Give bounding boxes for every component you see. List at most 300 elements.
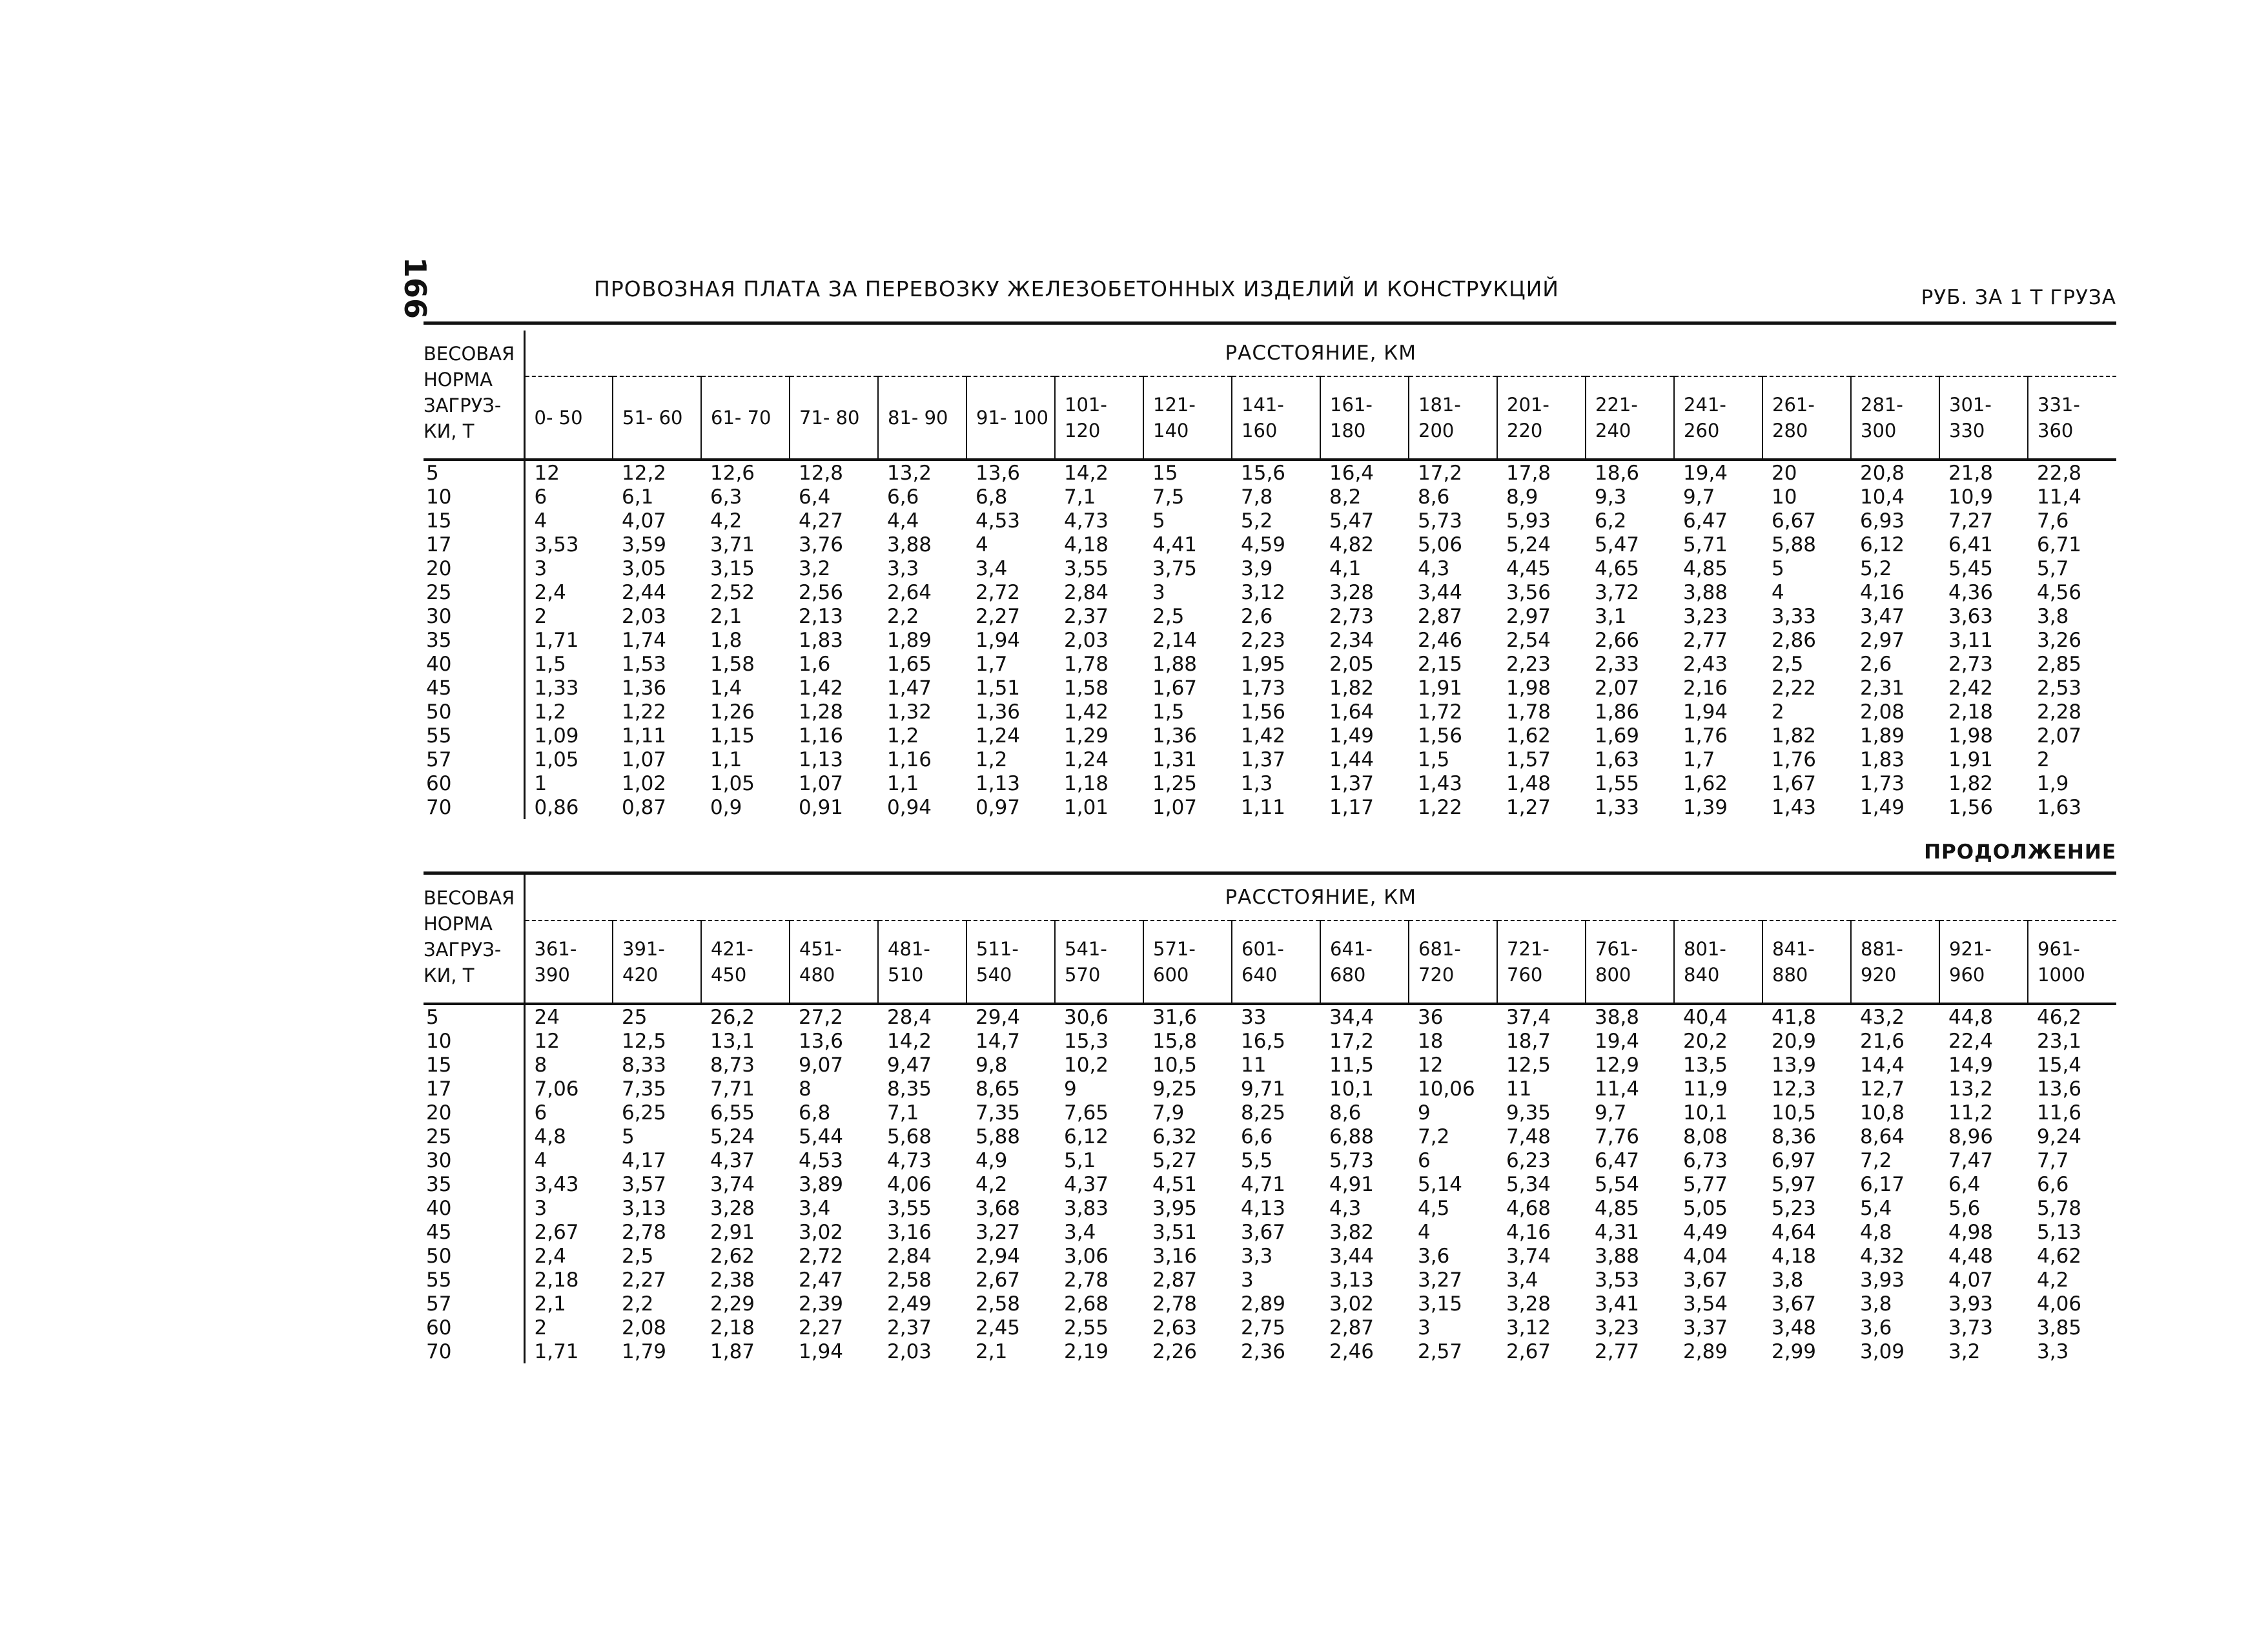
rate-cell: 3,48 xyxy=(1772,1316,1817,1339)
rate-cell: 1,16 xyxy=(887,748,932,771)
rate-cell: 11 xyxy=(1241,1053,1267,1077)
rate-cell: 2,18 xyxy=(710,1316,755,1339)
rate-cell: 6,67 xyxy=(1772,509,1817,533)
rate-cell: 5,34 xyxy=(1506,1172,1551,1196)
rate-cell: 20,2 xyxy=(1683,1029,1728,1053)
rate-cell: 2,39 xyxy=(799,1292,844,1316)
rate-cell: 2,34 xyxy=(1329,628,1374,652)
rate-cell: 4 xyxy=(534,509,547,533)
rate-cell: 2,99 xyxy=(1772,1339,1817,1363)
rate-cell: 4,53 xyxy=(976,509,1021,533)
rate-cell: 8,73 xyxy=(710,1053,755,1077)
table-row xyxy=(424,1125,2116,1148)
rate-cell: 3,55 xyxy=(1064,556,1109,580)
column-header: 841- 880 xyxy=(1762,921,1851,1004)
range-header-row xyxy=(424,921,2116,1004)
rate-cell: 5 xyxy=(622,1125,635,1148)
rate-cell: 2,5 xyxy=(622,1244,654,1268)
rate-cell: 3,02 xyxy=(1329,1292,1374,1316)
column-header: 481- 510 xyxy=(878,921,966,1004)
rate-cell: 4,85 xyxy=(1595,1196,1640,1220)
rate-table-1 xyxy=(424,331,2116,819)
rate-cell: 2,16 xyxy=(1683,676,1728,700)
rate-cell: 2,67 xyxy=(976,1268,1021,1292)
rate-cell: 6,25 xyxy=(622,1101,667,1125)
rate-cell: 3 xyxy=(1418,1316,1431,1339)
rate-cell: 16,4 xyxy=(1329,461,1374,485)
rate-cell: 14,4 xyxy=(1860,1053,1905,1077)
rate-cell: 1,07 xyxy=(1152,795,1198,819)
rate-cell: 4,82 xyxy=(1329,533,1374,556)
rate-cell: 5,1 xyxy=(1064,1148,1096,1172)
rate-cell: 2,97 xyxy=(1860,628,1905,652)
rate-cell: 15,6 xyxy=(1241,461,1286,485)
rate-cell: 18,6 xyxy=(1595,461,1640,485)
rate-cell: 4,07 xyxy=(622,509,667,533)
rate-cell: 4,73 xyxy=(887,1148,932,1172)
rate-cell: 3,3 xyxy=(1241,1244,1273,1268)
table-row xyxy=(424,1053,2116,1077)
rate-cell: 3,68 xyxy=(976,1196,1021,1220)
rate-cell: 9,47 xyxy=(887,1053,932,1077)
rate-cell: 2,08 xyxy=(1860,700,1905,724)
rate-cell: 13,9 xyxy=(1772,1053,1817,1077)
rate-cell: 1,1 xyxy=(887,771,919,795)
rate-cell: 1,26 xyxy=(710,700,755,724)
rate-cell: 2,38 xyxy=(710,1268,755,1292)
rate-cell: 12,2 xyxy=(622,461,667,485)
rate-cell: 1,6 xyxy=(799,652,831,676)
rate-cell: 1,82 xyxy=(1329,676,1374,700)
rate-cell: 36 xyxy=(1418,1005,1444,1029)
column-header: 801- 840 xyxy=(1674,921,1762,1004)
rate-cell: 24 xyxy=(534,1005,560,1029)
column-header: 361- 390 xyxy=(524,921,613,1004)
rate-cell: 3,16 xyxy=(1152,1244,1198,1268)
top-rule xyxy=(424,321,2116,325)
rate-cell: 5,47 xyxy=(1329,509,1374,533)
rate-cell: 1,53 xyxy=(622,652,667,676)
rate-cell: 1,13 xyxy=(976,771,1021,795)
rate-cell: 2,89 xyxy=(1683,1339,1728,1363)
rate-cell: 6,93 xyxy=(1860,509,1905,533)
rate-cell: 3,37 xyxy=(1683,1316,1728,1339)
weight-norm-cell: 17 xyxy=(424,1077,524,1101)
rate-cell: 1,37 xyxy=(1241,748,1286,771)
rate-cell: 4,98 xyxy=(1948,1220,1994,1244)
rate-cell: 3,75 xyxy=(1152,556,1198,580)
rate-cell: 9,24 xyxy=(2037,1125,2082,1148)
rate-cell: 0,9 xyxy=(710,795,742,819)
rate-cell: 37,4 xyxy=(1506,1005,1551,1029)
rate-cell: 1,63 xyxy=(2037,795,2082,819)
rate-cell: 3,13 xyxy=(1329,1268,1374,1292)
rate-cell: 6,88 xyxy=(1329,1125,1374,1148)
rate-cell: 14,2 xyxy=(1064,461,1109,485)
rate-cell: 2,73 xyxy=(1948,652,1994,676)
rate-cell: 8,6 xyxy=(1418,485,1450,509)
rate-cell: 10,8 xyxy=(1860,1101,1905,1125)
rate-cell: 3,27 xyxy=(1418,1268,1463,1292)
column-header: 571- 600 xyxy=(1143,921,1232,1004)
rate-cell: 2,15 xyxy=(1418,652,1463,676)
rate-cell: 1,44 xyxy=(1329,748,1374,771)
rate-cell: 13,2 xyxy=(887,461,932,485)
rate-cell: 2,1 xyxy=(534,1292,566,1316)
column-header: 201- 220 xyxy=(1497,376,1586,460)
rate-cell: 6 xyxy=(1418,1148,1431,1172)
rate-cell: 1,73 xyxy=(1241,676,1286,700)
table-row xyxy=(424,1316,2116,1339)
column-header: 181- 200 xyxy=(1409,376,1497,460)
rate-cell: 1,47 xyxy=(887,676,932,700)
rate-cell: 4,1 xyxy=(1329,556,1362,580)
column-header: 261- 280 xyxy=(1762,376,1851,460)
rate-cell: 2,67 xyxy=(534,1220,579,1244)
rate-cell: 2,78 xyxy=(622,1220,667,1244)
rate-cell: 11,5 xyxy=(1329,1053,1374,1077)
rate-cell: 4,37 xyxy=(710,1148,755,1172)
rate-cell: 13,6 xyxy=(976,461,1021,485)
table-row xyxy=(424,1172,2116,1196)
table-body xyxy=(424,460,2116,819)
rate-cell: 2,6 xyxy=(1241,604,1273,628)
rate-cell: 12,7 xyxy=(1860,1077,1905,1101)
rate-cell: 13,5 xyxy=(1683,1053,1728,1077)
column-header: 101- 120 xyxy=(1055,376,1143,460)
rate-cell: 31,6 xyxy=(1152,1005,1198,1029)
rate-cell: 3,57 xyxy=(622,1172,667,1196)
rate-cell: 25 xyxy=(622,1005,648,1029)
rate-cell: 0,94 xyxy=(887,795,932,819)
rate-cell: 3,3 xyxy=(2037,1339,2069,1363)
rate-cell: 5,78 xyxy=(2037,1196,2082,1220)
rate-cell: 6,47 xyxy=(1683,509,1728,533)
weight-norm-cell: 57 xyxy=(424,748,524,771)
rate-cell: 8,35 xyxy=(887,1077,932,1101)
rate-cell: 1,82 xyxy=(1948,771,1994,795)
rate-cell: 1,57 xyxy=(1506,748,1551,771)
rate-cell: 10,1 xyxy=(1329,1077,1374,1101)
table-row xyxy=(424,1268,2116,1292)
rate-cell: 3,85 xyxy=(2037,1316,2082,1339)
table-row xyxy=(424,580,2116,604)
rate-cell: 2,78 xyxy=(1064,1268,1109,1292)
rate-cell: 5,4 xyxy=(1860,1196,1892,1220)
rate-cell: 6,4 xyxy=(1948,1172,1981,1196)
rate-cell: 1,05 xyxy=(534,748,579,771)
weight-norm-cell: 30 xyxy=(424,604,524,628)
rate-cell: 14,7 xyxy=(976,1029,1021,1053)
rate-cell: 1,22 xyxy=(1418,795,1463,819)
rate-cell: 2,19 xyxy=(1064,1339,1109,1363)
rate-cell: 13,1 xyxy=(710,1029,755,1053)
rate-cell: 8,9 xyxy=(1506,485,1538,509)
rate-cell: 2,28 xyxy=(2037,700,2082,724)
rate-cell: 5,71 xyxy=(1683,533,1728,556)
rate-cell: 1,5 xyxy=(1152,700,1185,724)
rate-cell: 4 xyxy=(1772,580,1784,604)
rate-cell: 1,67 xyxy=(1772,771,1817,795)
table-row xyxy=(424,1029,2116,1053)
rate-cell: 1,78 xyxy=(1506,700,1551,724)
rate-cell: 2,37 xyxy=(1064,604,1109,628)
rate-cell: 34,4 xyxy=(1329,1005,1374,1029)
table-row xyxy=(424,1148,2116,1172)
rate-cell: 46,2 xyxy=(2037,1005,2082,1029)
rate-cell: 4,59 xyxy=(1241,533,1286,556)
rate-cell: 1,15 xyxy=(710,724,755,748)
rate-cell: 9,25 xyxy=(1152,1077,1198,1101)
rate-cell: 3,12 xyxy=(1506,1316,1551,1339)
column-header: 421- 450 xyxy=(701,921,790,1004)
rate-cell: 2,6 xyxy=(1860,652,1892,676)
rate-cell: 3,76 xyxy=(799,533,844,556)
rate-cell: 1,42 xyxy=(1241,724,1286,748)
rate-cell: 4,91 xyxy=(1329,1172,1374,1196)
rate-cell: 7,35 xyxy=(976,1101,1021,1125)
rate-cell: 21,8 xyxy=(1948,461,1994,485)
rate-cell: 1,76 xyxy=(1772,748,1817,771)
weight-norm-cell: 40 xyxy=(424,652,524,676)
rate-cell: 3,6 xyxy=(1418,1244,1450,1268)
rate-cell: 3,6 xyxy=(1860,1316,1892,1339)
rate-cell: 4,64 xyxy=(1772,1220,1817,1244)
rate-cell: 18,7 xyxy=(1506,1029,1551,1053)
rate-cell: 3,67 xyxy=(1772,1292,1817,1316)
rate-cell: 8,6 xyxy=(1329,1101,1362,1125)
rate-cell: 1,98 xyxy=(1506,676,1551,700)
weight-norm-cell: 10 xyxy=(424,1029,524,1053)
rate-cell: 4,3 xyxy=(1418,556,1450,580)
rate-cell: 0,86 xyxy=(534,795,579,819)
units-label: РУБ. ЗА 1 Т ГРУЗА xyxy=(1921,286,2116,309)
rate-cell: 1,24 xyxy=(976,724,1021,748)
table-row xyxy=(424,533,2116,556)
rate-cell: 4,4 xyxy=(887,509,919,533)
rate-cell: 12,9 xyxy=(1595,1053,1640,1077)
weight-norm-cell: 20 xyxy=(424,556,524,580)
rate-cell: 8,25 xyxy=(1241,1101,1286,1125)
rate-cell: 0,97 xyxy=(976,795,1021,819)
rate-cell: 1,91 xyxy=(1418,676,1463,700)
rate-cell: 3,51 xyxy=(1152,1220,1198,1244)
rate-cell: 2,84 xyxy=(887,1244,932,1268)
rate-cell: 3,8 xyxy=(1772,1268,1804,1292)
table-row xyxy=(424,795,2116,819)
rate-cell: 4,51 xyxy=(1152,1172,1198,1196)
rate-cell: 2,87 xyxy=(1418,604,1463,628)
rate-cell: 3,16 xyxy=(887,1220,932,1244)
rate-cell: 4,18 xyxy=(1772,1244,1817,1268)
weight-norm-cell: 45 xyxy=(424,1220,524,1244)
rate-cell: 23,1 xyxy=(2037,1029,2082,1053)
rate-cell: 1,09 xyxy=(534,724,579,748)
rate-cell: 12,5 xyxy=(622,1029,667,1053)
rate-cell: 12,3 xyxy=(1772,1077,1817,1101)
table-row xyxy=(424,460,2116,485)
rate-cell: 1,43 xyxy=(1772,795,1817,819)
rate-cell: 6,8 xyxy=(976,485,1008,509)
rate-cell: 3 xyxy=(534,556,547,580)
weight-norm-cell: 45 xyxy=(424,676,524,700)
rate-cell: 3,95 xyxy=(1152,1196,1198,1220)
rate-cell: 2,18 xyxy=(1948,700,1994,724)
rate-cell: 1,94 xyxy=(976,628,1021,652)
rate-cell: 3,15 xyxy=(710,556,755,580)
rate-cell: 4,49 xyxy=(1683,1220,1728,1244)
rate-cell: 3,09 xyxy=(1860,1339,1905,1363)
rate-cell: 3,67 xyxy=(1683,1268,1728,1292)
rate-cell: 5,88 xyxy=(976,1125,1021,1148)
rate-cell: 2,67 xyxy=(1506,1339,1551,1363)
rate-cell: 3,41 xyxy=(1595,1292,1640,1316)
rate-cell: 4,31 xyxy=(1595,1220,1640,1244)
rate-cell: 4,07 xyxy=(1948,1268,1994,1292)
rate-cell: 2 xyxy=(534,1316,547,1339)
rate-cell: 1,78 xyxy=(1064,652,1109,676)
rate-cell: 15,3 xyxy=(1064,1029,1109,1053)
rate-cell: 7,76 xyxy=(1595,1125,1640,1148)
rate-cell: 2,4 xyxy=(534,580,566,604)
rate-cell: 2 xyxy=(534,604,547,628)
column-header: 921- 960 xyxy=(1939,921,2028,1004)
rate-cell: 1,49 xyxy=(1329,724,1374,748)
rate-cell: 1,02 xyxy=(622,771,667,795)
rate-cell: 2,77 xyxy=(1683,628,1728,652)
rate-cell: 4,48 xyxy=(1948,1244,1994,1268)
column-header: 511- 540 xyxy=(966,921,1055,1004)
rate-cell: 16,5 xyxy=(1241,1029,1286,1053)
rate-cell: 13,2 xyxy=(1948,1077,1994,1101)
rate-cell: 3,1 xyxy=(1595,604,1627,628)
column-header: 881- 920 xyxy=(1851,921,1939,1004)
rate-cell: 6,73 xyxy=(1683,1148,1728,1172)
rate-cell: 2,94 xyxy=(976,1244,1021,1268)
rate-cell: 27,2 xyxy=(799,1005,844,1029)
rate-cell: 5,23 xyxy=(1772,1196,1817,1220)
weight-norm-cell: 60 xyxy=(424,771,524,795)
rate-cell: 1,07 xyxy=(799,771,844,795)
rate-cell: 9,7 xyxy=(1595,1101,1627,1125)
rate-cell: 2,45 xyxy=(976,1316,1021,1339)
rate-cell: 3,59 xyxy=(622,533,667,556)
rate-cell: 1,56 xyxy=(1948,795,1994,819)
rate-cell: 5,73 xyxy=(1418,509,1463,533)
rate-cell: 1,83 xyxy=(799,628,844,652)
rate-cell: 1,07 xyxy=(622,748,667,771)
rate-cell: 29,4 xyxy=(976,1005,1021,1029)
rate-cell: 6,17 xyxy=(1860,1172,1905,1196)
rate-cell: 2,23 xyxy=(1506,652,1551,676)
rate-cell: 1,86 xyxy=(1595,700,1640,724)
rate-cell: 26,2 xyxy=(710,1005,755,1029)
rate-cell: 21,6 xyxy=(1860,1029,1905,1053)
column-header: 81- 90 xyxy=(878,376,966,460)
rate-cell: 7,2 xyxy=(1418,1125,1450,1148)
rate-cell: 2,78 xyxy=(1152,1292,1198,1316)
rate-cell: 1,18 xyxy=(1064,771,1109,795)
table-row xyxy=(424,1292,2116,1316)
column-header: 141- 160 xyxy=(1232,376,1320,460)
rate-cell: 1,69 xyxy=(1595,724,1640,748)
rate-cell: 6,97 xyxy=(1772,1148,1817,1172)
rate-cell: 1,8 xyxy=(710,628,742,652)
rate-cell: 4,36 xyxy=(1948,580,1994,604)
rate-cell: 2,18 xyxy=(534,1268,579,1292)
rate-cell: 3,55 xyxy=(887,1196,932,1220)
rate-cell: 43,2 xyxy=(1860,1005,1905,1029)
rate-cell: 1,5 xyxy=(534,652,566,676)
rate-cell: 4,04 xyxy=(1683,1244,1728,1268)
rate-cell: 1,2 xyxy=(887,724,919,748)
rate-cell: 9,8 xyxy=(976,1053,1008,1077)
rate-cell: 3,54 xyxy=(1683,1292,1728,1316)
rate-cell: 2,03 xyxy=(622,604,667,628)
column-header: 241- 260 xyxy=(1674,376,1762,460)
weight-norm-cell: 10 xyxy=(424,485,524,509)
rate-cell: 5,6 xyxy=(1948,1196,1981,1220)
rate-cell: 2,66 xyxy=(1595,628,1640,652)
rate-cell: 2,72 xyxy=(799,1244,844,1268)
rate-cell: 2 xyxy=(2037,748,2050,771)
table-row xyxy=(424,771,2116,795)
rate-cell: 4,37 xyxy=(1064,1172,1109,1196)
rate-cell: 6,12 xyxy=(1064,1125,1109,1148)
rate-cell: 3,9 xyxy=(1241,556,1273,580)
rate-cell: 2,58 xyxy=(887,1268,932,1292)
rate-cell: 2,42 xyxy=(1948,676,1994,700)
column-header: 161- 180 xyxy=(1320,376,1409,460)
rate-cell: 11,4 xyxy=(2037,485,2082,509)
rate-cell: 1,43 xyxy=(1418,771,1463,795)
rate-cell: 3 xyxy=(1241,1268,1254,1292)
rate-cell: 6,6 xyxy=(887,485,919,509)
rate-cell: 1,36 xyxy=(1152,724,1198,748)
rate-cell: 10,5 xyxy=(1772,1101,1817,1125)
rate-cell: 3,26 xyxy=(2037,628,2082,652)
rate-cell: 8,96 xyxy=(1948,1125,1994,1148)
rate-cell: 11,9 xyxy=(1683,1077,1728,1101)
rate-cell: 4,85 xyxy=(1683,556,1728,580)
rate-cell: 6,3 xyxy=(710,485,742,509)
rate-cell: 3,93 xyxy=(1860,1268,1905,1292)
weight-norm-cell: 25 xyxy=(424,1125,524,1148)
rate-cell: 2,55 xyxy=(1064,1316,1109,1339)
column-header: 601- 640 xyxy=(1232,921,1320,1004)
rate-cell: 2,08 xyxy=(622,1316,667,1339)
rate-cell: 11 xyxy=(1506,1077,1532,1101)
rate-cell: 2,87 xyxy=(1329,1316,1374,1339)
rate-cell: 5,05 xyxy=(1683,1196,1728,1220)
rate-cell: 3,44 xyxy=(1418,580,1463,604)
rate-cell: 2,27 xyxy=(622,1268,667,1292)
rate-cell: 5,24 xyxy=(710,1125,755,1148)
range-header-row xyxy=(424,376,2116,460)
rate-cell: 3,27 xyxy=(976,1220,1021,1244)
rate-cell: 2,68 xyxy=(1064,1292,1109,1316)
rate-cell: 6,41 xyxy=(1948,533,1994,556)
rate-cell: 1,94 xyxy=(1683,700,1728,724)
rate-cell: 1,2 xyxy=(534,700,566,724)
rate-cell: 1,3 xyxy=(1241,771,1273,795)
rate-cell: 3,28 xyxy=(1506,1292,1551,1316)
page-title: ПРОВОЗНАЯ ПЛАТА ЗА ПЕРЕВОЗКУ ЖЕЛЕЗОБЕТОННЫХ ИЗДЕЛИЙ И КОНСТРУКЦИЙ xyxy=(594,276,1559,301)
rate-cell: 4,3 xyxy=(1329,1196,1362,1220)
rate-cell: 11,2 xyxy=(1948,1101,1994,1125)
rate-cell: 1,11 xyxy=(622,724,667,748)
rate-cell: 33 xyxy=(1241,1005,1267,1029)
